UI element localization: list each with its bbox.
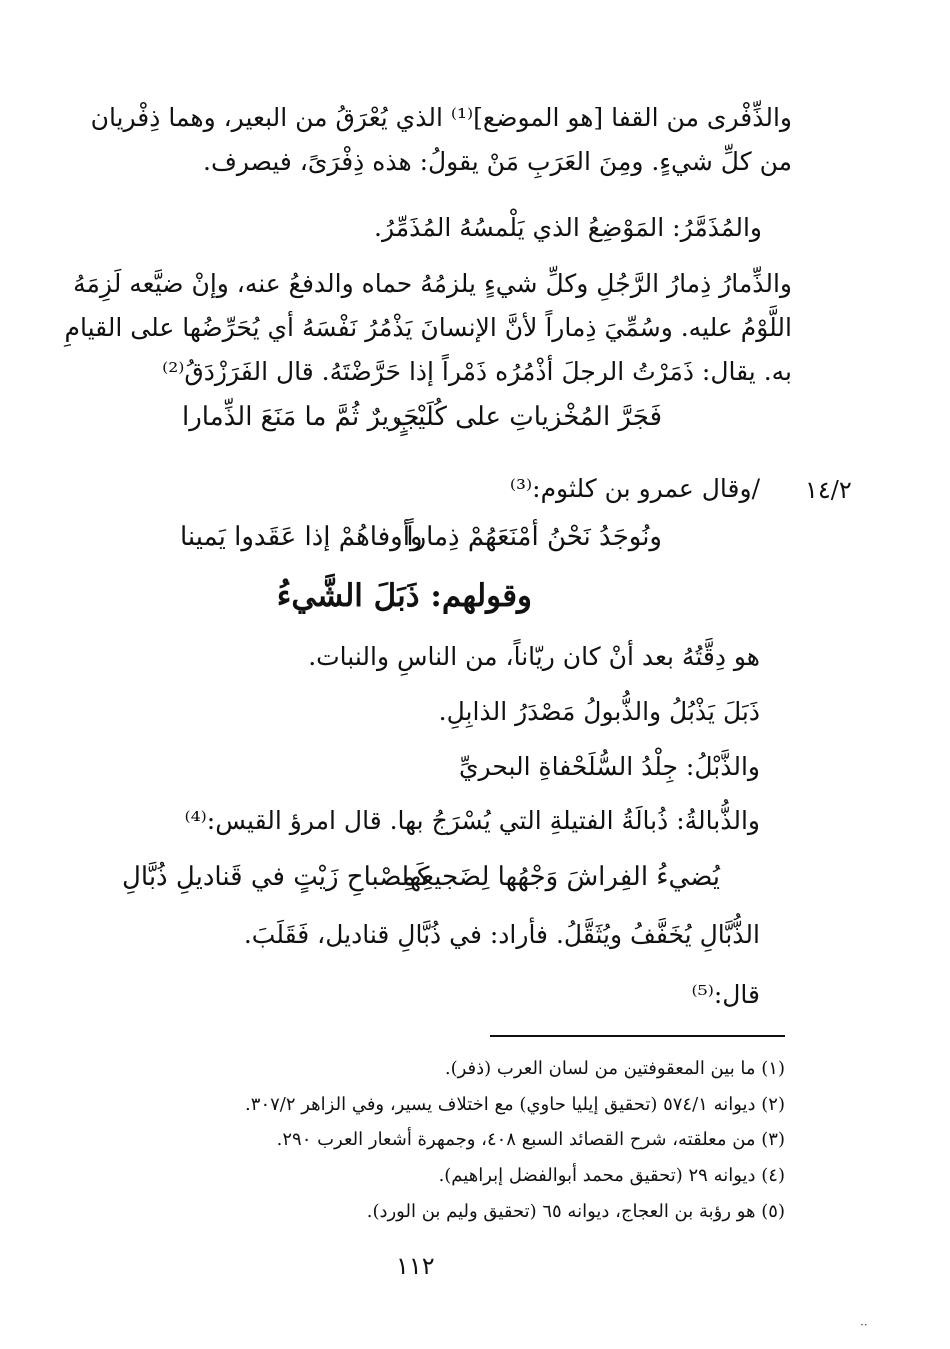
verse1-first-hemistich: فَجَرَّ المُخْزياتِ على كُلَيْبٍ bbox=[392, 402, 662, 432]
amr-intro-line: /وقال عمرو بن كلثوم:⁽³⁾ bbox=[509, 474, 760, 503]
verse3-second-hemistich: كَمِصْباحِ زَيْتٍ في قَناديلِ ذُبَّالِ bbox=[122, 862, 430, 892]
footnote-1: (١) ما بين المعقوفتين من لسان العرب (ذفر). bbox=[444, 1058, 785, 1079]
verse2-first-hemistich: ونُوجَدُ نَحْنُ أمْنَعَهُمْ ذِماراً bbox=[406, 522, 662, 552]
page-number: ١١٢ bbox=[396, 1252, 435, 1280]
qal-line: قال:⁽⁵⁾ bbox=[691, 980, 760, 1009]
section-heading: وقولهم: ذَبَلَ الشَّيءُ bbox=[276, 578, 532, 614]
scan-mark: ·· bbox=[860, 1318, 868, 1332]
verse2-second-hemistich: وأوفاهُمْ إذا عَقَدوا يَمينا bbox=[180, 522, 423, 552]
text-line-4: والذُّبالةُ: ذُبالَةُ الفتيلةِ التي يُسْرَجُ بها. قال امرؤ القيس:⁽⁴⁾ bbox=[184, 806, 760, 835]
text-line-after-verse: الذُّبَّالِ يُخَفَّفُ ويُثَقَّلُ. فأراد: في ذُبَّالِ قناديل، فَقَلَبَ. bbox=[243, 920, 760, 949]
footnote-4: (٤) ديوانه ٢٩ (تحقيق محمد أبوالفضل إبراهيم). bbox=[438, 1165, 785, 1186]
text-line-1: هو دِقَّتُهُ بعد أنْ كان ريّاناً، من الناسِ والنبات. bbox=[308, 642, 760, 671]
verse3-first-hemistich: يُضيءُ الفِراشَ وَجْهُها لِضَجيعِها bbox=[401, 862, 720, 892]
text-line-3: والذَّبْلُ: جِلْدُ السُّلَحْفاةِ البحريِّ bbox=[458, 752, 760, 781]
text-line-2: ذَبَلَ يَذْبُلُ والذُّبولُ مَصْدَرُ الذابِلِ. bbox=[438, 697, 760, 726]
footnote-5: (٥) هو رؤبة بن العجاج، ديوانه ٦٥ (تحقيق وليم بن الورد). bbox=[366, 1201, 785, 1222]
paragraph-dhifra: والذِّفْرى من القفا [هو الموضع]⁽¹⁾ الذي يُعْرَقُ من البعير، وهما ذِفْريان من كلِّ شيءٍ. ومِنَ العَرَبِ مَنْ يقولُ: هذه ذِفْرَىً، فيصرف. bbox=[90, 103, 792, 176]
footnote-2: (٢) ديوانه ٥٧٤/١ (تحقيق إيليا حاوي) مع اختلاف يسير، وفي الزاهر ٣٠٧/٢. bbox=[245, 1094, 785, 1115]
verse1-second-hemistich: جَريرٌ ثُمَّ ما مَنَعَ الذِّمارا bbox=[182, 402, 420, 432]
footnote-divider bbox=[490, 1035, 785, 1037]
paragraph-dhimar: والذِّمارُ ذِمارُ الرَّجُلِ وكلِّ شيءٍ يلزمُهُ حماه والدفعُ عنه، وإنْ ضيَّعه لَزِمَهُ اللَّوْمُ عليه. وسُمِّيَ ذِماراً لأنَّ الإنسانَ يَذْمُرُ نَفْسَهُ أي يُحَرِّضُها على القيامِ به. يقال: ذَمَرْتُ الرجلَ أذْمُرُه ذَمْراً إذا حَرَّضْتَهُ. قال الفَرَزْدَقُ⁽²⁾ bbox=[64, 269, 792, 386]
paragraph-mudhammar: والمُذَمَّرُ: المَوْضِعُ الذي يَلْمسُهُ المُذَمِّرُ. bbox=[374, 213, 762, 242]
margin-reference: ١٤/٢ bbox=[805, 476, 852, 504]
footnote-3: (٣) من معلقته، شرح القصائد السبع ٤٠٨، وجمهرة أشعار العرب ٢٩٠. bbox=[276, 1129, 785, 1150]
